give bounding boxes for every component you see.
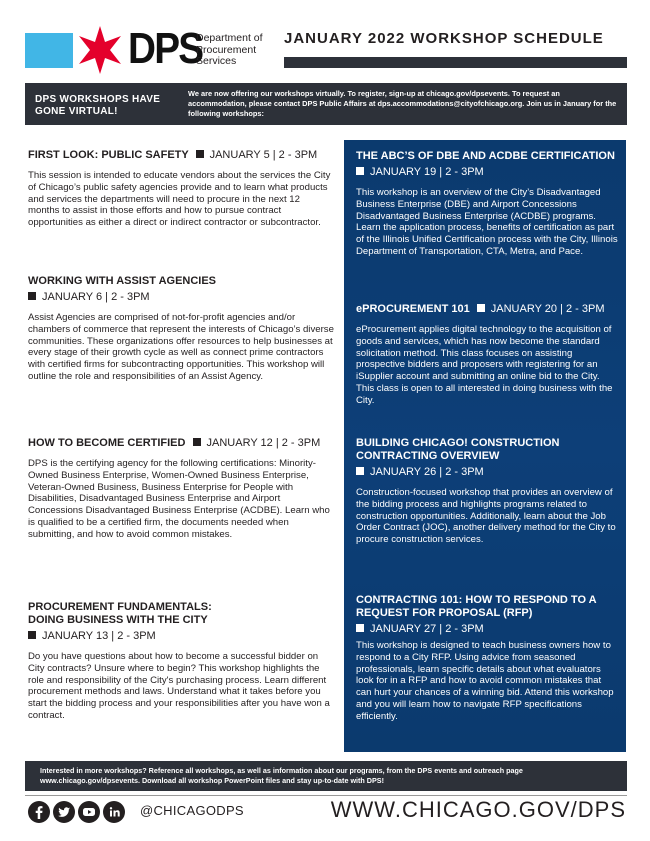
session-date: JANUARY 19 | 2 - 3PM	[370, 166, 484, 178]
page-title: JANUARY 2022 WORKSHOP SCHEDULE	[284, 30, 604, 47]
session-first-look	[28, 149, 334, 229]
session-description: Construction-focused workshop that provides an overview of the bidding process and highlights programs related to construction opportunities. Additionally, learn about the Job Order Contract (JOC), another delivery method for the City to procure construction services.	[356, 487, 616, 546]
session-description: eProcurement applies digital technology to the acquisition of goods and services, which has now become the standard solicitation method. This class focuses on assisting prospective bidders and proposers with registering for an iSupplier account and submitting an online bid to the City. This class is open to all interested in doing business with the City.	[356, 324, 613, 406]
bullet-square-icon	[28, 292, 36, 300]
bullet-square-icon	[356, 467, 364, 475]
session-description: Do you have questions about how to become a successful bidder on City contracts? Unsure where to begin? This workshop highlights the role and responsibility of the City's purchasing process. Learn different procurement methods and laws. Understand what it takes before you start the bidding process and your responsibilities after you have won a contract.	[28, 651, 330, 721]
session-dbe-acdbe	[356, 150, 618, 258]
dps-logo-text: DPS	[128, 24, 203, 73]
session-date: JANUARY 6 | 2 - 3PM	[42, 291, 150, 303]
session-title: CONTRACTING 101: HOW TO RESPOND TO A REQUEST FOR PROPOSAL (RFP)	[356, 594, 597, 619]
bullet-square-icon	[196, 150, 204, 158]
session-date: JANUARY 27 | 2 - 3PM	[370, 623, 484, 635]
footer-text: Interested in more workshops? Reference all workshops, as well as information about our programs, from the DPS events and outreach page www.chicago.gov/dpsevents. Download all workshop PowerPoint files and stay up-to-date with DPS!	[40, 766, 523, 785]
session-title: BUILDING CHICAGO! CONSTRUCTION CONTRACTING OVERVIEW	[356, 437, 560, 462]
youtube-icon[interactable]	[78, 801, 100, 823]
linkedin-icon[interactable]	[103, 801, 125, 823]
social-handle[interactable]: @CHICAGODPS	[140, 803, 244, 818]
session-title: PROCUREMENT FUNDAMENTALS: DOING BUSINESS WITH THE CITY	[28, 601, 212, 626]
session-date: JANUARY 5 | 2 - 3PM	[209, 149, 318, 161]
chicago-star-icon	[74, 24, 126, 76]
session-date: JANUARY 20 | 2 - 3PM	[490, 303, 605, 315]
banner-text: We are now offering our workshops virtually. To register, sign-up at chicago.gov/dpsevents. To request an accommodation, please contact DPS Public Affairs at dps.accommodations@cityofchicago.org. Join us in January for the following workshops:	[188, 89, 617, 118]
footer-band	[25, 761, 627, 791]
session-procurement-fundamentals	[28, 601, 334, 722]
session-title: FIRST LOOK: PUBLIC SAFETY	[28, 149, 189, 161]
session-become-certified	[28, 437, 334, 541]
chicago-blue-stripe	[25, 33, 73, 68]
session-date: JANUARY 12 | 2 - 3PM	[206, 437, 321, 449]
session-building-chicago	[356, 437, 618, 546]
session-contracting-101	[356, 594, 618, 723]
session-eprocurement	[356, 303, 618, 407]
session-title: WORKING WITH ASSIST AGENCIES	[28, 275, 217, 287]
session-description: DPS is the certifying agency for the following certifications: Minority-Owned Business Enterprise, Women-Owned Business Enterprise, Veteran-Owned Business, Business Enterprise for People with Disabilities, Disadvantaged Business Enterprise and Airport Concessions Disadvantaged Business Enterprise (ACDBE). Learn who is qualified to be a certified firm, the documents needed when submitting, and how to avoid common mistakes.	[28, 458, 330, 540]
session-description: This workshop is an overview of the City’s Disadvantaged Business Enterprise (DBE) and Airport Concessions Disadvantaged Business Enterprise (ACDBE) programs. Learn the application process, benefits of certification as part of the Illinois Unified Certification process with the City, Illinois Department of Transportation, CTA, Metra, and Pace.	[356, 187, 618, 257]
bullet-square-icon	[356, 624, 364, 632]
session-date: JANUARY 26 | 2 - 3PM	[370, 466, 484, 478]
twitter-icon[interactable]	[53, 801, 75, 823]
session-description: This workshop is designed to teach business owners how to respond to a City RFP. Using advice from seasoned professionals, learn specific details about what evaluators look for in a RFP and how to avoid common mistakes that can hurt your chances of a winning bid. Attend this workshop and you will learn how to navigate RFP specifications efficiently.	[356, 640, 614, 722]
website-link[interactable]: WWW.CHICAGO.GOV/DPS	[330, 797, 626, 822]
department-name: Department of Procurement Services	[196, 32, 263, 67]
right-panel	[344, 140, 626, 752]
bullet-square-icon	[193, 438, 201, 446]
session-description: Assist Agencies are comprised of not-for-profit agencies and/or chambers of commerce that represent the interests of Chicago’s diverse communities. These organizations offer resources to help businesses at every stage of their growth cycle as well as connect prime contractors with certified firms for subcontracting opportunities. This workshop will outline the role and responsibilities of an Assist Agency.	[28, 312, 334, 382]
session-title: THE ABC’S OF DBE AND ACDBE CERTIFICATION	[356, 150, 615, 162]
header-divider	[284, 57, 627, 68]
bullet-square-icon	[28, 631, 36, 639]
bullet-square-icon	[477, 304, 485, 312]
banner-title: DPS WORKSHOPS HAVE GONE VIRTUAL!	[35, 94, 161, 117]
session-title: HOW TO BECOME CERTIFIED	[28, 437, 186, 449]
bullet-square-icon	[356, 167, 364, 175]
session-description: This session is intended to educate vendors about the services the City of Chicago’s public safety agencies provide and to learn what products and services the departments will need to procure in the next 12 months to assist in those efforts and how to pursue contract opportunities as either a direct or indirect contractor or subcontractor.	[28, 170, 331, 229]
footer-divider	[25, 795, 627, 796]
session-title: ePROCUREMENT 101	[356, 303, 470, 315]
virtual-banner	[25, 83, 627, 125]
session-assist-agencies	[28, 275, 334, 383]
facebook-icon[interactable]	[28, 801, 50, 823]
session-date: JANUARY 13 | 2 - 3PM	[42, 630, 156, 642]
